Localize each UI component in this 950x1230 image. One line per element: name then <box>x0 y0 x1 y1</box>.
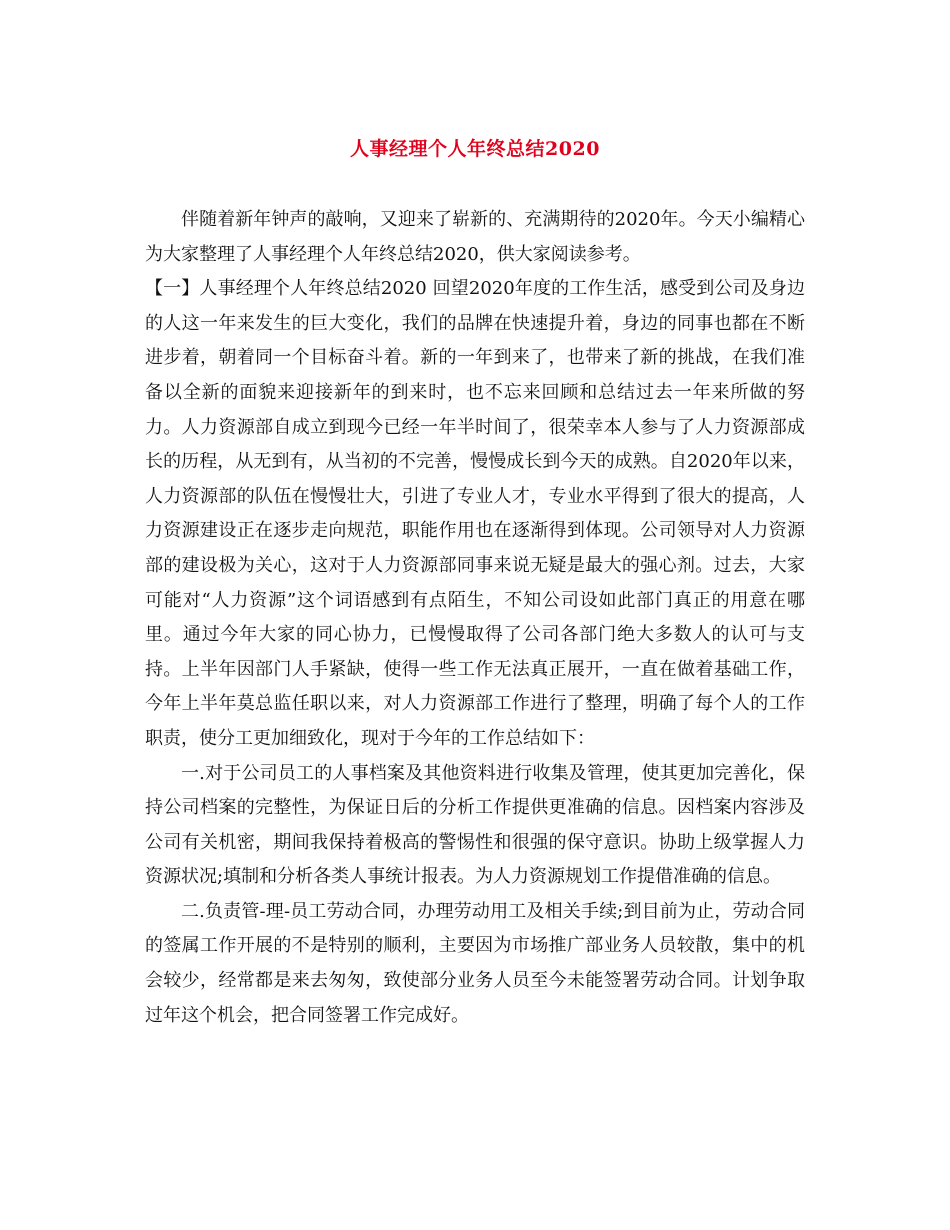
document-title: 人事经理个人年终总结2020 <box>350 138 600 160</box>
intro-paragraph: 伴随着新年钟声的敲响，又迎来了崭新的、充满期待的2020年。今天小编精心为大家整理了人事经理个人年终总结2020，供大家阅读参考。 <box>145 209 805 265</box>
item-two-paragraph: 二.负责管-理-员工劳动合同，办理劳动用工及相关手续;到目前为止，劳动合同的签属工作开展的不是特别的顺利，主要因为市场推广部业务人员较散，集中的机会较少，经常都是来去匆匆，致使部分业务人员至今未能签署劳动合同。计划争取过年这个机会，把合同签署工作完成好。 <box>145 900 805 1026</box>
item-one-paragraph: 一.对于公司员工的人事档案及其他资料进行收集及管理，使其更加完善化，保持公司档案的完整性，为保证日后的分析工作提供更准确的信息。因档案内容涉及公司有关机密，期间我保持着极高的警惕性和很强的保守意识。协助上级掌握人力资源状况;填制和分析各类人事统计报表。为人力资源规划工作提借准确的信息。 <box>145 762 805 888</box>
document-body <box>145 203 805 1033</box>
section-one-body: 回望2020年度的工作生活，感受到公司及身边的人这一年来发生的巨大变化，我们的品牌在快速提升着，身边的同事也都在不断进步着，朝着同一个目标奋斗着。新的一年到来了，也带来了新的挑战，在我们准备以全新的面貌来迎接新年的到来时，也不忘来回顾和总结过去一年来所做的努力。人力资源部自成立到现今已经一年半时间了，很荣幸本人参与了人力资源部成长的历程，从无到有，从当初的不完善，慢慢成长到今天的成熟。自2020年以来，人力资源部的队伍在慢慢壮大，引进了专业人才，专业水平得到了很大的提高，人力资源建设正在逐步走向规范，职能作用也在逐渐得到体现。公司领导对人力资源部的建设极为关心，这对于人力资源部同事来说无疑是最大的强心剂。过去，大家可能对“人力资源”这个词语感到有点陌生，不知公司设如此部门真正的用意在哪里。通过今年大家的同心协力，已慢慢取得了公司各部门绝大多数人的认可与支持。上半年因部门人手紧缺，使得一些工作无法真正展开，一直在做着基础工作，今年上半年莫总监任职以来，对人力资源部工作进行了整理，明确了每个人的工作职责，使分工更加细致化，现对于今年的工作总结如下： <box>145 278 805 749</box>
section-one-paragraph <box>145 272 805 756</box>
section-one-heading: 【一】人事经理个人年终总结2020 <box>145 278 427 300</box>
